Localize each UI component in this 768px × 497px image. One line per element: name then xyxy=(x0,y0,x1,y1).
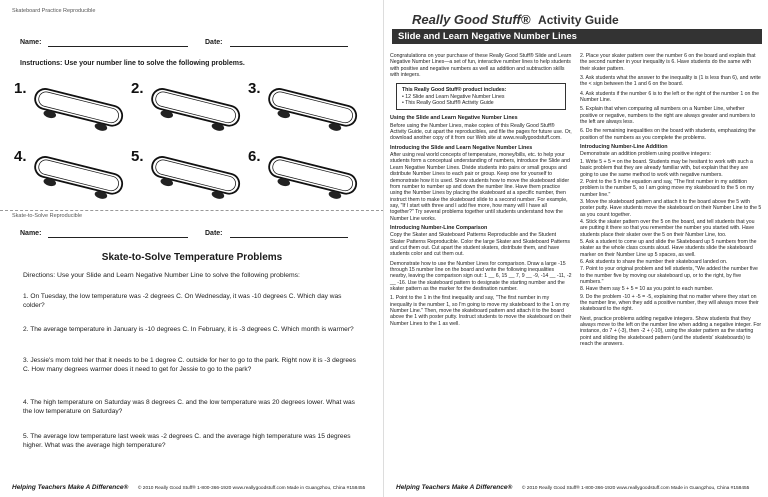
demo-step-1: 1. Point to the 1 in the first inequality and say, "The first number in my inequality is the number 1, so I'm going to move my skateboard to the 1 on my Number Line." Then, move the skateboard pattern and attach it to the board above the 1 with poster putty. Instruct students to move the skateboard on their Number Lines to the 1 as well. xyxy=(390,295,572,327)
step-3: 3. Ask students what the answer to the inequality is (1 is less than 6), and write the < sign between the 1 and 6 on the board. xyxy=(580,75,761,88)
add-step-3: 3. Move the skateboard pattern and attach it to the board above the 5 with poster putty. Have students move the skateboard on their Number Line to the 5 as you count together. xyxy=(580,198,762,218)
add-step-8: 8. Have them say 5 + 5 = 10 as you point to each number. xyxy=(580,286,714,293)
guide-label: Activity Guide xyxy=(538,13,619,27)
includes-item-2: • This Really Good Stuff® Activity Guide xyxy=(402,100,494,107)
board-number-5: 5. xyxy=(131,148,144,165)
brand-logo xyxy=(412,12,619,27)
includes-item-1: • 12 Slide and Learn Negative Number Lines xyxy=(402,93,505,100)
step-6: 6. Do the remaining inequalities on the board with students, emphasizing the position of the numbers as you complete the problems. xyxy=(580,128,756,141)
date-label: Date: xyxy=(205,39,223,46)
add-step-2: 2. Point to the 5 in the equation and say, "The first number in my addition problem is the number 5, so I am going move my skateboard to the 5 on my number line." xyxy=(580,178,754,198)
board-number-6: 6. xyxy=(248,148,261,165)
skateboard-icon[interactable] xyxy=(262,152,362,204)
intro-text: Congratulations on your purchase of these Really Good Stuff® Slide and Learn Negative Number Lines—a set of fun, interactive number lines to help students with positive and negative numbers as well as addition and subtraction skills with integers. xyxy=(390,53,572,79)
right-page xyxy=(384,0,768,497)
add-step-7: 7. Point to your original problem and tell students, "We added the number five to the number five by moving our skateboard up, or to the right, by five numbers." xyxy=(580,266,758,285)
board-number-4: 4. xyxy=(14,148,27,165)
question-2: 2. The average temperature in January is -10 degrees C. In February, it is -3 degrees C. Which month is warmer? xyxy=(23,326,354,333)
includes-title: This Really Good Stuff® product includes: xyxy=(402,87,507,94)
add-step-9: 9. Do the problem -10 + -5 = -5, explaining that no matter where they start on the number line, when they add a positive number, they will always move their skateboard to the right. xyxy=(580,293,759,313)
skateboard-icon[interactable] xyxy=(145,152,245,204)
board-number-2: 2. xyxy=(131,80,144,97)
name-label-2: Name: xyxy=(20,230,42,237)
brand-name: Really Good Stuff® xyxy=(412,12,531,27)
footer-copyright: © 2010 Really Good Stuff® 1-800-366-1920 www.reallygoodstuff.com Made in Guangzhou, China #158455 xyxy=(137,486,366,491)
column-2 xyxy=(580,53,762,350)
using-text: Before using the Number Lines, make copies of this Really Good Stuff® Activity Guide, cut apart the reproducibles, and file the pages for future use. Or, download another copy of it from our Web site at www.reallygoodstuff.com. xyxy=(390,122,572,142)
addition-title: Introducing Number-Line Addition xyxy=(580,144,668,151)
date-line[interactable] xyxy=(230,46,348,47)
intro-section-text: After using real world concepts of temperature, money/bills, etc. to help your students form a conceptual understanding of numbers, introduce the Slide and Learn Negative Number Lines. Divide students into pairs or small groups and distribute Number Lines to each pair or group. Keep one for yourself to demonstrate how it is used. Show students how to move the skateboard slider from number to number up and down the number line. Have them practice using the Number Lines by placing the skateboard at a specific number, then instruct them to make the skateboard slide to a second number. For example, say, "If I start with three and I add five more, how many will I have all together?" Try several problems together until students understand how the Number Line works. xyxy=(390,152,570,222)
name-line-2[interactable] xyxy=(48,237,188,238)
left-footer xyxy=(12,484,365,491)
add-step-4: 4. Stick the skater pattern over the 5 on the board, and tell students that you are putting it there so that you remember the number you started with. Have students place their skater over the 5 on their Number Line, too. xyxy=(580,218,755,238)
directions: Directions: Use your Slide and Learn Negative Number Line to solve the following problems: xyxy=(23,272,300,279)
cut-label: Skate-to-Solve Reproducible xyxy=(12,213,83,219)
left-header: Skateboard Practice Reproducible xyxy=(12,8,96,14)
skateboard-icon[interactable] xyxy=(28,84,128,136)
comparison-title: Introducing Number-Line Comparison xyxy=(390,224,488,231)
using-title: Using the Slide and Learn Negative Number Lines xyxy=(390,115,518,122)
footer-copyright-right: © 2010 Really Good Stuff® 1-800-366-1920 www.reallygoodstuff.com Made in Guangzhou, China #158455 xyxy=(521,486,750,491)
add-step-1: 1. Write 5 + 5 = on the board. Students may be hesitant to work with such a basic problem that they are already familiar with, but explain that they are going to use the same method to work with negative numbers. xyxy=(580,158,753,178)
skateboard-icon[interactable] xyxy=(145,84,245,136)
right-footer xyxy=(396,484,749,491)
footer-tagline: Helping Teachers Make A Difference® xyxy=(12,484,129,491)
column-1 xyxy=(390,53,572,330)
name-label: Name: xyxy=(20,39,42,46)
question-3: 3. Jessie's mom told her that it needs to be 1 degree C. outside for her to go to the park. Right now it is -3 degrees C. How many degrees warmer does it need to get for Jessie to go to the park? xyxy=(23,357,356,373)
guide-title-band: Slide and Learn Negative Number Lines xyxy=(392,29,762,44)
demo-text: Demonstrate how to use the Number Lines for comparison. Draw a large -15 through 15 number line on the board and write the following inequalities nearby, leaving the comparison sign out: 1 __ 6, 15 __ 7, 9 __ -9, -14 __ -11, -2 __ -16. Use the skateboard pattern to designate the starting number and the skater pattern as the marker for the destination number. xyxy=(390,260,572,292)
skateboard-icon[interactable] xyxy=(262,84,362,136)
step-5: 5. Explain that when comparing all numbers on a Number Line, whether positive or negative, numbers to the right are always greater and numbers to the left are always less. xyxy=(580,106,756,126)
question-1: 1. On Tuesday, the low temperature was -2 degrees C. On Wednesday, it was -10 degrees C. Which day was colder? xyxy=(23,293,342,309)
question-5: 5. The average low temperature last week was -2 degrees C. and the average high temperature was 15 degrees higher. What was the average high temperature? xyxy=(23,433,351,449)
board-number-1: 1. xyxy=(14,80,27,97)
add-step-5: 5. Ask a student to come up and slide the Skateboard up 5 numbers from the skater as the whole class counts aloud. Have students slide the skateboard marker on their Number Line up 5 spaces, as well. xyxy=(580,238,757,258)
step-4: 4. Ask students if the number 6 is to the left or the right of the number 1 on the Number Line. xyxy=(580,90,760,104)
comparison-text: Copy the Skater and Skateboard Patterns Reproducible and the Student Skater Patterns Reproducible. Color the large Skater and Skateboard Patterns and cut them out. Cut apart the student skaters, distribute them, and have students color and cut them out. xyxy=(390,232,570,258)
step-2: 2. Place your skater pattern over the number 6 on the board and explain that the second number in your inequality is 6. Have students do the same with their skater pattern. xyxy=(580,53,756,72)
worksheet-title: Skate-to-Solve Temperature Problems xyxy=(101,252,283,263)
addition-text: Demonstrate an addition problem using positive integers: xyxy=(580,151,711,158)
board-number-3: 3. xyxy=(248,80,261,97)
add-step-6: 6. Ask students to share the number their skateboard landed on. xyxy=(580,258,728,265)
question-4: 4. The high temperature on Saturday was 8 degrees C. and the low temperature was 20 degrees lower. What was the low temperature on Saturday? xyxy=(23,399,355,415)
name-line[interactable] xyxy=(48,46,188,47)
includes-box xyxy=(396,83,566,110)
skateboard-icon[interactable] xyxy=(28,152,128,204)
cut-line xyxy=(0,210,384,211)
date-line-2[interactable] xyxy=(230,237,348,238)
date-label-2: Date: xyxy=(205,230,223,237)
footer-tagline-right: Helping Teachers Make A Difference® xyxy=(396,484,513,491)
next-text: Next, practice problems adding negative integers. Show students that they always move to the left on the number line when adding a negative integer. For instance, do 7 + (-3), then -2 + (-10), using the skater pattern as the starting point and sliding the skateboard pattern (and the students' skateboards) to reach the answers. xyxy=(580,315,762,348)
intro-section-title: Introducing the Slide and Learn Negative Number Lines xyxy=(390,144,533,151)
instructions: Instructions: Use your number line to solve the following problems. xyxy=(20,60,245,67)
